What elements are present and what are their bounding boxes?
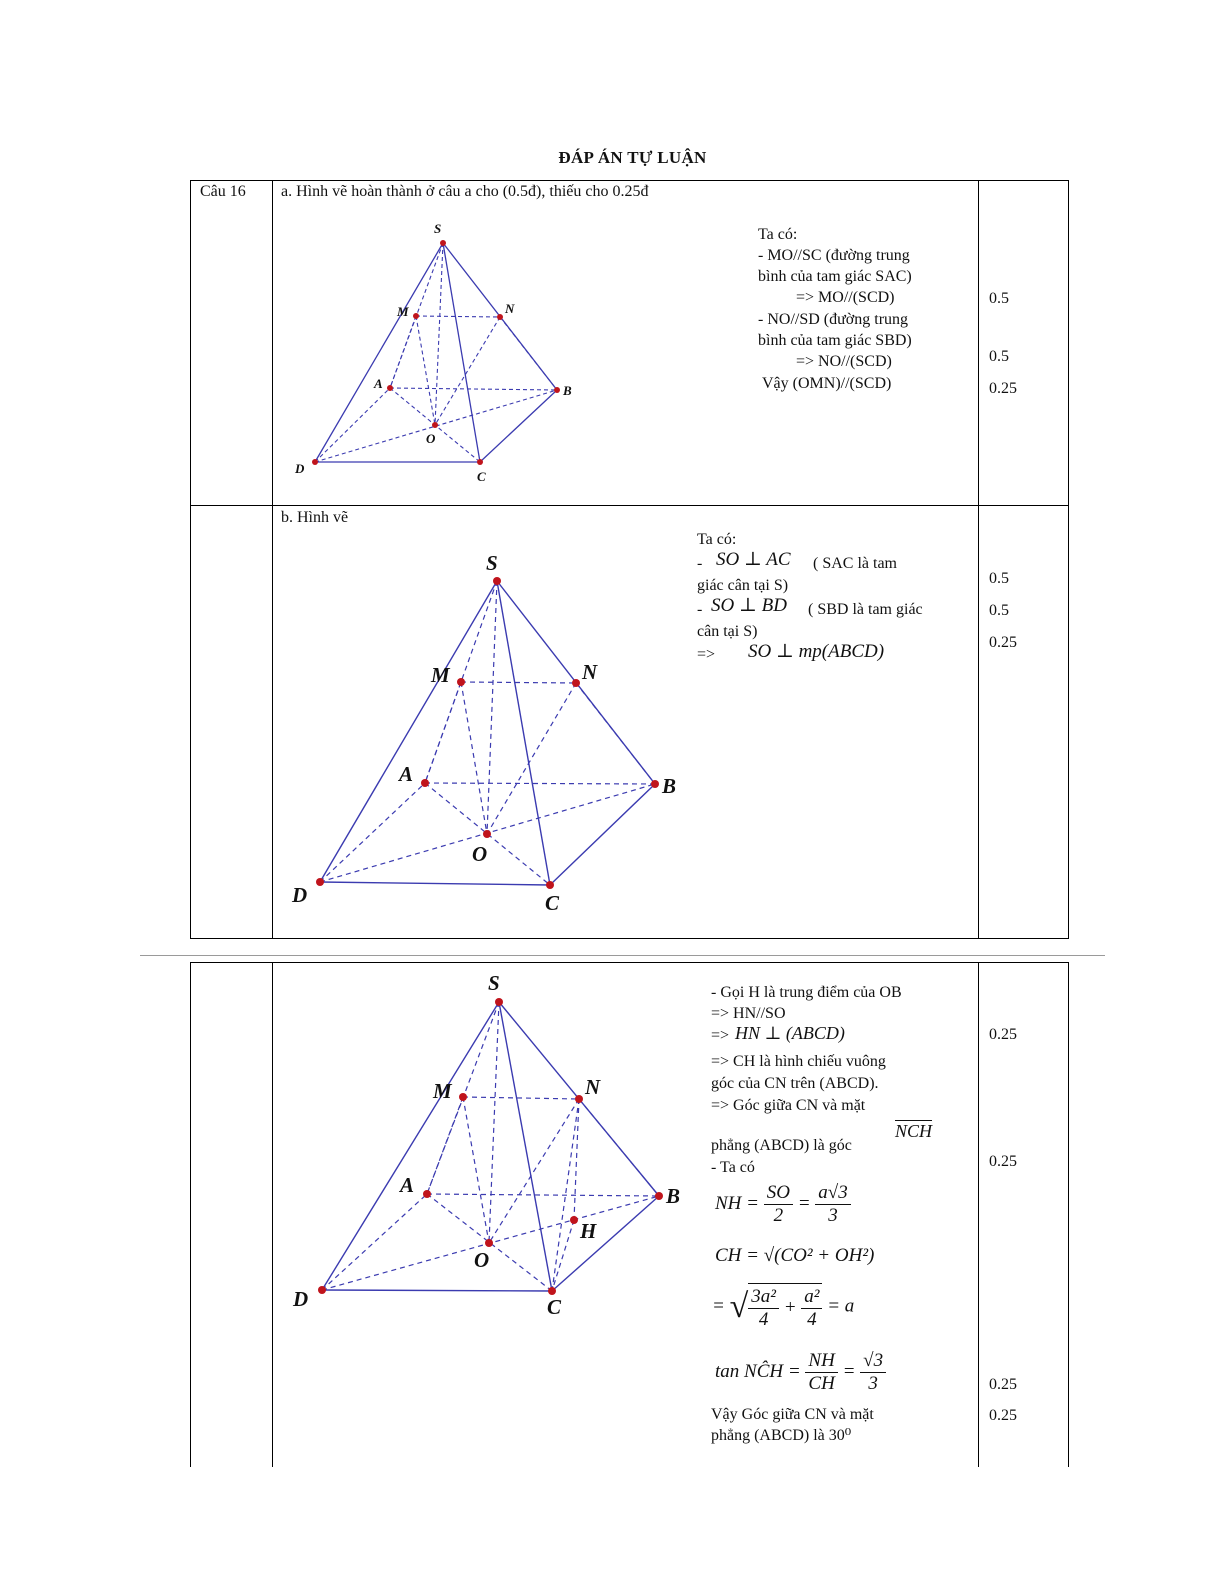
label-S: S (434, 221, 442, 236)
label-N: N (585, 1075, 601, 1099)
pyramid-figure-c (285, 965, 695, 1320)
label-A: A (400, 1173, 415, 1197)
part-c-tan-formula: tan NĈH = $\frac{NH}{CH}$ = $\frac{√3}{3}$ (715, 1350, 886, 1395)
label-B: B (563, 383, 572, 398)
label-B: B (666, 1184, 681, 1208)
score-c-1: 0.25 (989, 1026, 1017, 1043)
label-D: D (293, 1287, 309, 1311)
score-b-3: 0.25 (989, 634, 1017, 651)
table-col-left (190, 180, 191, 939)
score-c-2: 0.25 (989, 1153, 1017, 1170)
score-a-2: 0.5 (989, 348, 1009, 365)
table-border-row1 (190, 505, 1069, 506)
label-D: D (292, 883, 308, 907)
part-a-line-1: Ta có: (758, 226, 798, 243)
part-c-line-3: => (711, 1027, 730, 1044)
label-S: S (486, 551, 498, 575)
part-b-line-2: ( SAC là tam (813, 555, 897, 572)
part-c-line-1: - Gọi H là trung điểm của OB (711, 984, 902, 1001)
part-c-line-10: phẳng (ABCD) là 30⁰ (711, 1427, 852, 1444)
part-a-line-8: Vậy (OMN)//(SCD) (762, 375, 892, 392)
part-b-line-6: => (697, 646, 716, 663)
score-b-1: 0.5 (989, 570, 1009, 587)
table-col-right (1068, 180, 1069, 939)
part-b-line-1: Ta có: (697, 531, 737, 548)
part-b-math-1: SO ⊥ AC (716, 549, 791, 570)
part-a-heading: a. Hình vẽ hoàn thành ở câu a cho (0.5đ), thiếu cho 0.25đ (281, 183, 649, 200)
table2-col-3 (978, 962, 979, 1467)
part-b-line-5: cân tại S) (697, 623, 758, 640)
part-b-line-4: ( SBD là tam giác (808, 601, 923, 618)
label-H: H (580, 1219, 597, 1243)
part-c-line-6: => Góc giữa CN và mặt (711, 1097, 866, 1114)
label-C: C (545, 891, 560, 915)
pyramid-figure-b (285, 545, 685, 920)
label-M: M (397, 304, 409, 319)
page-title: ĐÁP ÁN TỰ LUẬN (558, 148, 707, 167)
label-O: O (472, 842, 488, 866)
pyramid-figure-a (285, 218, 585, 488)
part-b-line-3: giác cân tại S) (697, 577, 789, 594)
label-D: D (295, 461, 305, 476)
label-M: M (431, 663, 450, 687)
page-break-line (140, 955, 1105, 956)
score-c-3: 0.25 (989, 1376, 1017, 1393)
part-c-hn-perp: HN ⊥ (ABCD) (735, 1023, 845, 1043)
part-c-line-9: Vậy Góc giữa CN và mặt (711, 1406, 874, 1423)
table2-border-top (190, 962, 1069, 963)
table2-col-left (190, 962, 191, 1467)
part-c-angle-nch: $\overline{NCH}$ (895, 1121, 933, 1141)
label-C: C (477, 469, 486, 484)
label-B: B (662, 774, 677, 798)
part-c-line-5: góc của CN trên (ABCD). (711, 1075, 879, 1092)
table-col-3 (978, 180, 979, 939)
part-b-heading: b. Hình vẽ (281, 509, 349, 526)
part-b-dash-2: - (697, 601, 703, 618)
part-a-line-2: - MO//SC (đường trung (758, 247, 910, 264)
table-col-2 (272, 180, 273, 939)
part-a-line-5: - NO//SD (đường trung (758, 311, 909, 328)
part-c-line-8: - Ta có (711, 1159, 755, 1176)
table-border-bottom (190, 938, 1069, 939)
part-c-line-4: => CH là hình chiếu vuông (711, 1053, 886, 1070)
part-c-line-2: => HN//SO (711, 1005, 786, 1022)
label-N: N (582, 660, 598, 684)
score-a-1: 0.5 (989, 290, 1009, 307)
label-A: A (399, 762, 414, 786)
part-a-line-6: bình của tam giác SBD) (758, 332, 912, 349)
score-a-3: 0.25 (989, 380, 1017, 397)
score-b-2: 0.5 (989, 602, 1009, 619)
label-N: N (505, 301, 515, 316)
label-S: S (488, 971, 500, 995)
part-b-math-2: SO ⊥ BD (711, 595, 787, 616)
table2-col-2 (272, 962, 273, 1467)
label-O: O (474, 1248, 490, 1272)
score-c-4: 0.25 (989, 1407, 1017, 1424)
label-A: A (374, 376, 383, 391)
part-c-line-7: phẳng (ABCD) là góc (711, 1137, 852, 1154)
part-c-ch-sqrt: = √ $\frac{\text{3a²}}{4}$ + $\frac{\text{a²}}{4}$ = a (712, 1283, 854, 1331)
question-label: Câu 16 (200, 183, 246, 200)
table2-col-right (1068, 962, 1069, 1467)
label-C: C (547, 1295, 562, 1319)
part-b-dash-1: - (697, 555, 703, 572)
part-a-line-7: => NO//(SCD) (796, 353, 892, 370)
part-c-ch-formula: CH = √(CO² + OH²) (715, 1245, 875, 1266)
part-a-line-3: bình của tam giác SAC) (758, 268, 912, 285)
part-c-nh-formula: NH = $\frac{SO}{2}$ = $\frac{a√3}{3}$ (715, 1182, 851, 1227)
label-M: M (433, 1079, 452, 1103)
part-a-line-4: => MO//(SCD) (796, 289, 895, 306)
part-b-math-3: SO ⊥ mp(ABCD) (748, 641, 885, 662)
label-O: O (426, 431, 436, 446)
